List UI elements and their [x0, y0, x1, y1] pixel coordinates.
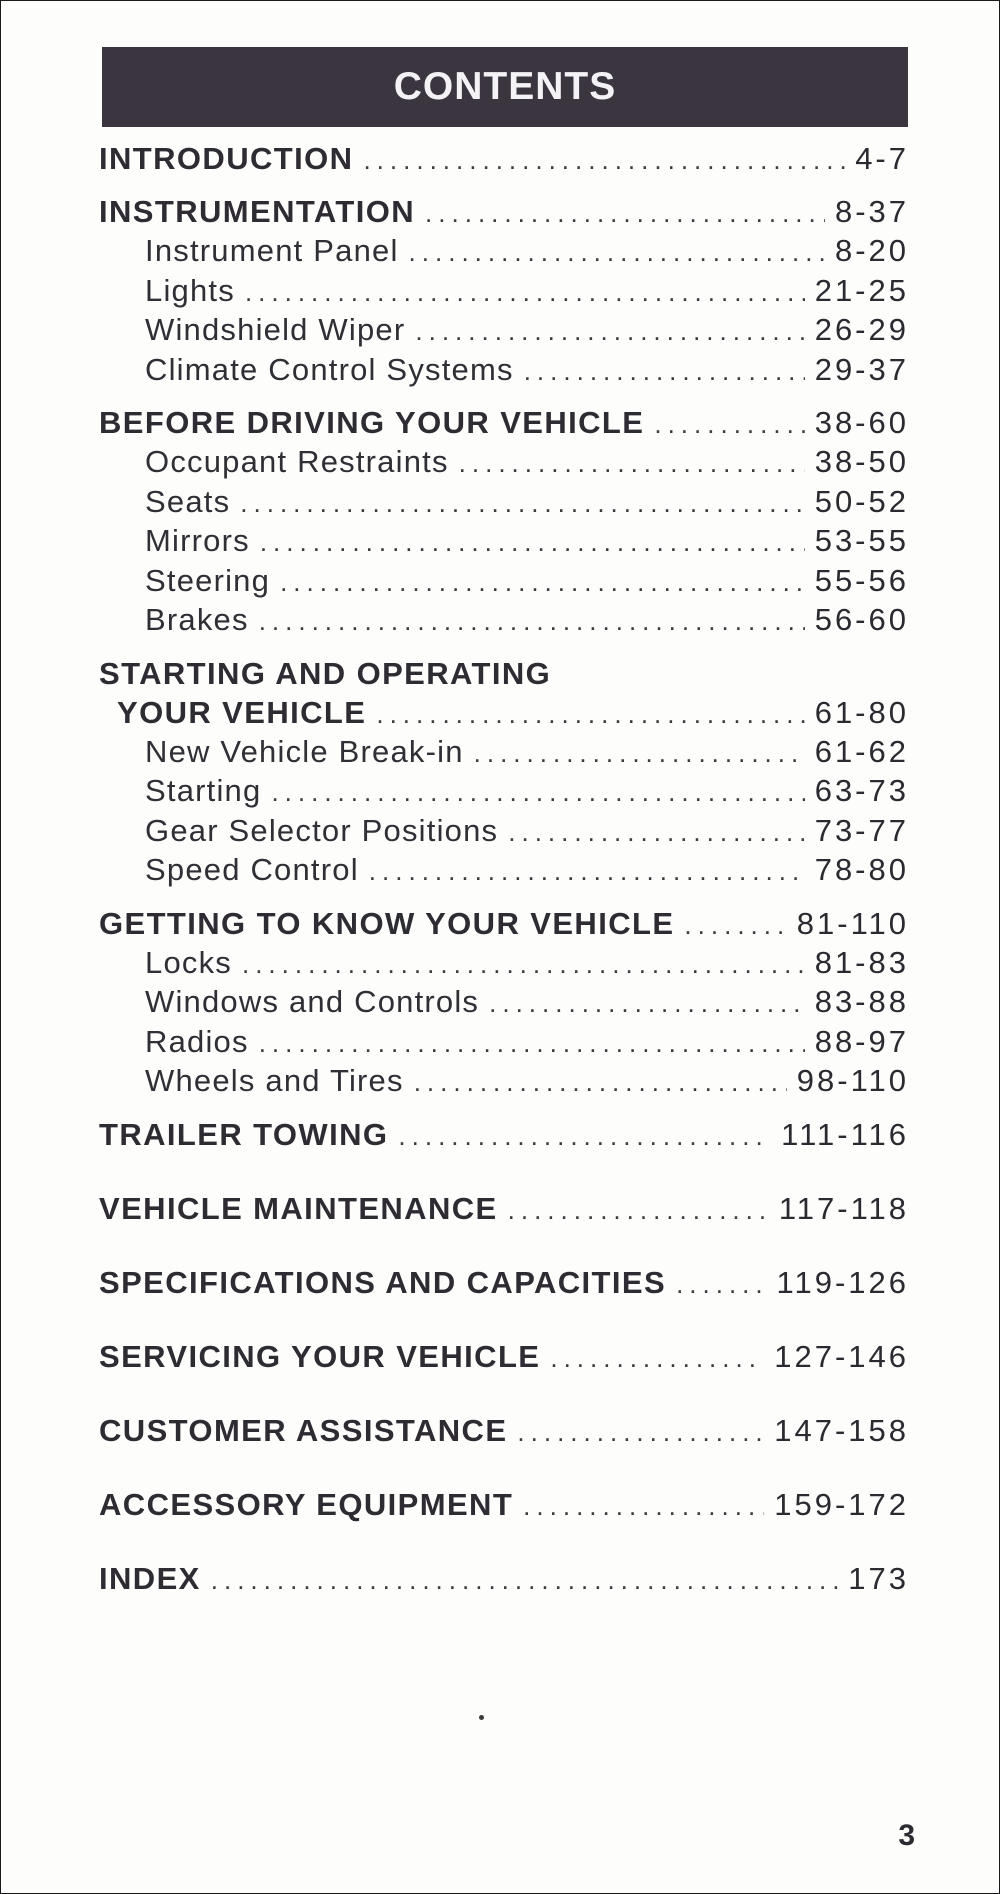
dot-leader: [259, 606, 805, 637]
toc-section-label: STARTING AND OPERATING: [99, 655, 552, 691]
dot-leader: [369, 856, 805, 887]
toc-section-heading[interactable]: [99, 1413, 909, 1473]
toc-section-heading[interactable]: [99, 906, 909, 945]
toc-section: [99, 1413, 909, 1473]
toc-subsection[interactable]: [99, 602, 909, 642]
toc-section-heading[interactable]: [99, 1487, 909, 1547]
toc-page-range: 63-73: [814, 773, 909, 808]
toc-page-range: 119-126: [776, 1264, 909, 1300]
dot-leader: [242, 949, 805, 980]
toc-page-range: 55-56: [814, 562, 909, 598]
toc-page-range: 8-37: [834, 194, 909, 229]
dot-leader: [376, 699, 804, 730]
toc-section-label: ACCESSORY EQUIPMENT: [99, 1486, 514, 1522]
toc-subsection-label: Instrument Panel: [145, 233, 399, 268]
toc-page-range: 73-77: [814, 812, 909, 848]
dot-leader: [684, 910, 786, 941]
dot-leader: [363, 145, 845, 176]
toc-subsection[interactable]: [99, 813, 909, 853]
toc-section-heading[interactable]: [99, 194, 909, 233]
toc-subsection[interactable]: [99, 984, 909, 1024]
toc-subsection-label: Locks: [145, 944, 232, 980]
dot-leader: [474, 738, 805, 769]
toc-page-range: 81-83: [814, 944, 909, 980]
dot-leader: [508, 1195, 769, 1226]
toc-section: [99, 141, 909, 180]
toc-section-label: SERVICING YOUR VEHICLE: [99, 1338, 541, 1374]
toc-section: [99, 1265, 909, 1325]
toc-section-label: TRAILER TOWING: [99, 1116, 389, 1152]
toc-section: [99, 1117, 909, 1177]
toc-subsection-label: Mirrors: [145, 523, 250, 558]
dot-leader: [398, 1121, 771, 1152]
toc-subsection-label: Seats: [145, 483, 231, 519]
dot-leader: [409, 237, 825, 268]
toc-page-range: 81-110: [796, 905, 909, 941]
toc-page-range: 127-146: [774, 1338, 909, 1374]
toc-page-range: 61-80: [814, 694, 909, 730]
toc-page-range: 56-60: [814, 602, 909, 637]
toc-subsection[interactable]: [99, 734, 909, 774]
dot-leader: [425, 198, 825, 229]
toc-section: [99, 1191, 909, 1251]
toc-subsection-label: Climate Control Systems: [145, 351, 514, 387]
toc-page-range: 21-25: [814, 272, 909, 308]
toc-section-label: SPECIFICATIONS AND CAPACITIES: [99, 1264, 667, 1300]
page-title: CONTENTS: [393, 65, 617, 108]
toc-subsection[interactable]: [99, 852, 909, 892]
toc-subsection[interactable]: [99, 945, 909, 985]
toc-subsection[interactable]: [99, 233, 909, 273]
toc-subsection[interactable]: [99, 1063, 909, 1103]
dot-leader: [508, 817, 804, 848]
toc-section-label: GETTING TO KNOW YOUR VEHICLE: [99, 905, 675, 941]
toc-page-range: 173: [848, 1560, 909, 1596]
toc-section-label: INTRODUCTION: [99, 141, 354, 176]
toc-subsection-label: Brakes: [145, 602, 249, 637]
toc-page-range: 98-110: [796, 1063, 909, 1098]
toc-section: [99, 1339, 909, 1399]
toc-subsection-label: Speed Control: [145, 852, 359, 887]
toc-subsection-label: New Vehicle Break-in: [145, 733, 464, 769]
toc-section-heading[interactable]: [99, 1191, 909, 1251]
toc-page-range: 29-37: [814, 351, 909, 387]
toc-subsection-label: Starting: [145, 773, 262, 808]
toc-page-range: 8-20: [834, 233, 909, 268]
toc-page-range: 26-29: [814, 312, 909, 347]
toc-section-heading[interactable]: [99, 1561, 909, 1621]
toc-page-range: 83-88: [814, 984, 909, 1019]
toc-section-label: INSTRUMENTATION: [99, 194, 416, 229]
toc-subsection[interactable]: [99, 773, 909, 813]
dot-leader: [676, 1269, 766, 1300]
toc-subsection-label: Windshield Wiper: [145, 312, 406, 347]
toc-subsection[interactable]: [99, 273, 909, 313]
toc-page-range: 61-62: [814, 733, 909, 769]
dot-leader: [245, 277, 805, 308]
toc-page-range: 159-172: [774, 1486, 909, 1522]
toc-subsection[interactable]: [99, 484, 909, 524]
toc-section: [99, 656, 909, 892]
toc-subsection-label: Radios: [145, 1023, 249, 1059]
toc-subsection[interactable]: [99, 444, 909, 484]
toc-page-range: 38-60: [814, 405, 909, 440]
dot-leader: [550, 1343, 764, 1374]
toc-page-range: 111-116: [781, 1116, 909, 1152]
toc-page-range: 88-97: [814, 1023, 909, 1059]
dot-leader: [260, 527, 805, 558]
toc-subsection-label: Wheels and Tires: [145, 1063, 404, 1098]
toc-section: [99, 194, 909, 391]
dot-leader: [414, 1067, 787, 1098]
toc-section-label: VEHICLE MAINTENANCE: [99, 1190, 498, 1226]
toc-page-range: 53-55: [814, 523, 909, 558]
dot-leader: [211, 1565, 839, 1596]
toc-subsection-label: Occupant Restraints: [145, 444, 449, 479]
toc-section-label: BEFORE DRIVING YOUR VEHICLE: [99, 405, 645, 440]
dot-leader: [459, 448, 805, 479]
dot-leader: [240, 488, 804, 519]
toc-page-range: 117-118: [778, 1190, 909, 1226]
toc-section-heading[interactable]: [99, 1117, 909, 1177]
toc-section-heading[interactable]: [99, 405, 909, 444]
toc-section: [99, 1487, 909, 1547]
toc-subsection[interactable]: [99, 352, 909, 392]
page-number: 3: [898, 1819, 915, 1852]
toc-section-heading-continued[interactable]: [99, 695, 909, 734]
contents-header-band: [102, 47, 908, 127]
toc-section-heading[interactable]: [99, 1265, 909, 1325]
toc-subsection-label: Gear Selector Positions: [145, 812, 499, 848]
toc-page-range: 50-52: [814, 483, 909, 519]
toc-subsection[interactable]: [99, 523, 909, 563]
toc-section-label: YOUR VEHICLE: [117, 694, 367, 730]
toc-page-range: 78-80: [814, 852, 909, 887]
toc-subsection-label: Windows and Controls: [145, 984, 480, 1019]
toc-section: [99, 906, 909, 1103]
toc-subsection[interactable]: [99, 312, 909, 352]
toc-subsection[interactable]: [99, 1024, 909, 1064]
paper-speck: [479, 1715, 484, 1720]
dot-leader: [489, 988, 805, 1019]
toc-page-range: 147-158: [774, 1412, 909, 1448]
toc-section-label: CUSTOMER ASSISTANCE: [99, 1412, 508, 1448]
toc-section-heading[interactable]: [99, 141, 909, 180]
toc-section: [99, 405, 909, 642]
dot-leader: [523, 1491, 764, 1522]
dot-leader: [517, 1417, 764, 1448]
dot-leader: [654, 409, 804, 440]
dot-leader: [524, 356, 805, 387]
dot-leader: [259, 1028, 805, 1059]
table-of-contents: [99, 141, 909, 1621]
dot-leader: [280, 567, 805, 598]
toc-section-heading[interactable]: [99, 656, 909, 695]
toc-subsection-label: Lights: [145, 272, 235, 308]
toc-section-label: INDEX: [99, 1560, 201, 1596]
toc-section-heading[interactable]: [99, 1339, 909, 1399]
toc-subsection-label: Steering: [145, 562, 271, 598]
dot-leader: [415, 316, 804, 347]
dot-leader: [271, 777, 804, 808]
toc-page-range: 38-50: [814, 444, 909, 479]
toc-page-range: 4-7: [855, 141, 909, 176]
toc-subsection[interactable]: [99, 563, 909, 603]
toc-section: [99, 1561, 909, 1621]
